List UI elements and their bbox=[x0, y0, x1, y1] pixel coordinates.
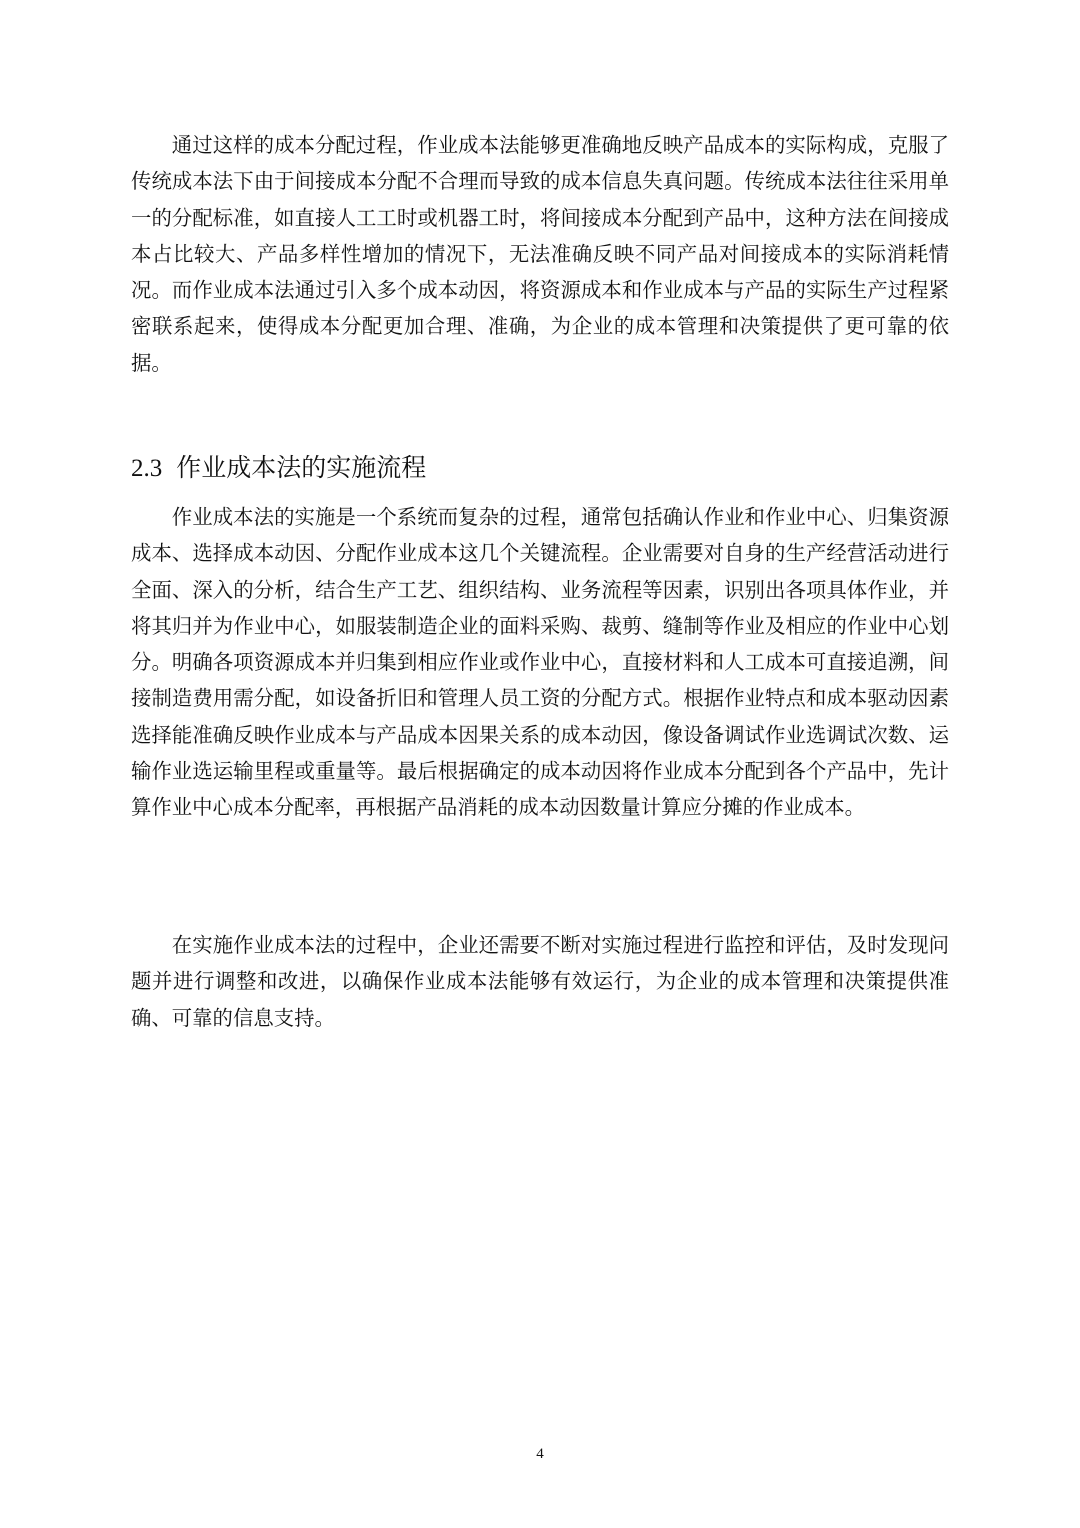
section-title: 作业成本法的实施流程 bbox=[176, 453, 427, 482]
page-number: 4 bbox=[536, 1446, 544, 1462]
paragraph-monitoring-evaluation: 在实施作业成本法的过程中，企业还需要不断对实施过程进行监控和评估，及时发现问题并进行调整和改进，以确保作业成本法能够有效运行，为企业的成本管理和决策提供准确、可靠的信息支持。 bbox=[131, 933, 949, 1030]
section-heading bbox=[131, 448, 426, 489]
paragraph-implementation-process: 作业成本法的实施是一个系统而复杂的过程，通常包括确认作业和作业中心、归集资源成本、选择成本动因、分配作业成本这几个关键流程。企业需要对自身的生产经营活动进行全面、深入的分析，结合生产工艺、组织结构、业务流程等因素，识别出各项具体作业，并将其归并为作业中心，如服装制造企业的面料采购、裁剪、缝制等作业及相应的作业中心划分。明确各项资源成本并归集到相应作业或作业中心，直接材料和人工成本可直接追溯，间接制造费用需分配，如设备折旧和管理人员工资的分配方式。根据作业特点和成本驱动因素选择能准确反映作业成本与产品成本因果关系的成本动因，像设备调试作业选调试次数、运输作业选运输里程或重量等。最后根据确定的成本动因将作业成本分配到各个产品中，先计算作业中心成本分配率，再根据产品消耗的成本动因数量计算应分摊的作业成本。 bbox=[131, 505, 949, 820]
section-number: 2.3 bbox=[131, 455, 163, 482]
paragraph-cost-allocation-summary: 通过这样的成本分配过程，作业成本法能够更准确地反映产品成本的实际构成，克服了传统成本法下由于间接成本分配不合理而导致的成本信息失真问题。传统成本法往往采用单一的分配标准，如直接人工工时或机器工时，将间接成本分配到产品中，这种方法在间接成本占比较大、产品多样性增加的情况下，无法准确反映不同产品对间接成本的实际消耗情况。而作业成本法通过引入多个成本动因，将资源成本和作业成本与产品的实际生产过程紧密联系起来，使得成本分配更加合理、准确，为企业的成本管理和决策提供了更可靠的依据。 bbox=[131, 133, 949, 375]
